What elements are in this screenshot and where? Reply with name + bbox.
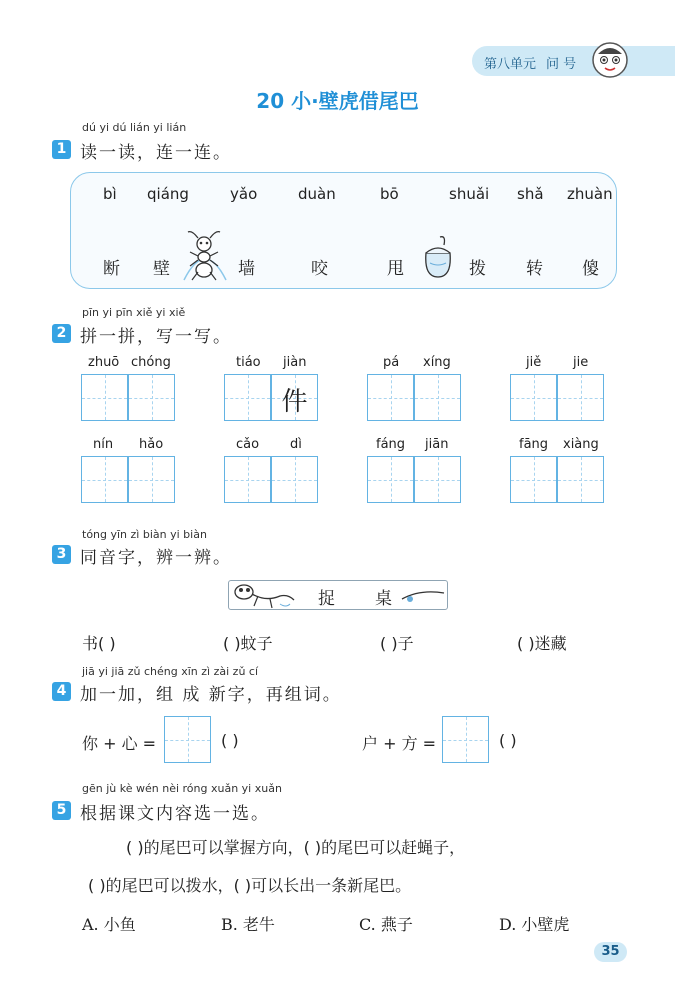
section4-pinyin: jiā yi jiā zǔ chéng xīn zì zài zǔ cí: [82, 665, 259, 678]
grid1-cell-2[interactable]: [128, 374, 175, 421]
grid8-cell-1[interactable]: [510, 456, 557, 503]
equation1-answer-cell[interactable]: [164, 716, 211, 763]
grid1-pinyin-2: chóng: [131, 355, 171, 370]
pinyin-word-6[interactable]: shuǎi: [449, 185, 490, 203]
section2-title: 拼一拼，写一写。: [80, 327, 232, 347]
section2-pinyin: pīn yi pīn xiě yi xiě: [82, 306, 186, 319]
pinyin-word-1[interactable]: bì: [103, 185, 117, 203]
grid2-cell-1[interactable]: [224, 374, 271, 421]
grid4-cell-1[interactable]: [510, 374, 557, 421]
ant-illustration-icon: [178, 228, 232, 284]
equation-2: 户 + 方 =: [362, 734, 437, 753]
homophone-item-2[interactable]: ( )蚊子: [223, 634, 273, 653]
pinyin-word-7[interactable]: shǎ: [517, 185, 544, 203]
hanzi-char-6[interactable]: 拨: [469, 259, 486, 279]
section3-number: 3: [52, 545, 71, 564]
pinyin-word-4[interactable]: duàn: [298, 185, 336, 203]
hanzi-char-2[interactable]: 壁: [153, 259, 170, 279]
grid2-cell-2[interactable]: 件: [271, 374, 318, 421]
hanzi-char-3[interactable]: 墙: [238, 259, 255, 279]
grid6-cell-1[interactable]: [224, 456, 271, 503]
gecko-icon: [230, 578, 300, 612]
unit-label: 第八单元: [484, 57, 537, 72]
equation2-word-paren[interactable]: ( ): [499, 731, 517, 750]
option-c: C. 燕子: [359, 915, 413, 934]
fill-sentence-2[interactable]: ( )的尾巴可以拨水，( )可以长出一条新尾巴。: [88, 876, 412, 895]
section4-title: 加一加，组 成 新字，再组词。: [80, 685, 342, 705]
equation-1: 你 + 心 =: [82, 734, 157, 753]
section3-pinyin: tóng yīn zì biàn yi biàn: [82, 528, 207, 541]
hanzi-char-7[interactable]: 转: [526, 259, 543, 279]
tail-icon: [400, 585, 446, 605]
section4-number: 4: [52, 682, 71, 701]
word-zhuo-table: 桌: [375, 589, 392, 609]
fill-sentence-1[interactable]: ( )的尾巴可以掌握方向，( )的尾巴可以赶蝇子，: [126, 838, 466, 857]
equation1-word-paren[interactable]: ( ): [221, 731, 239, 750]
grid1-pinyin-1: zhuō: [88, 355, 120, 370]
equation2-answer-cell[interactable]: [442, 716, 489, 763]
section5-title: 根据课文内容选一选。: [80, 804, 270, 824]
option-b: B. 老牛: [221, 915, 275, 934]
section5-pinyin: gēn jù kè wén nèi róng xuǎn yi xuǎn: [82, 782, 282, 795]
grid4-pinyin-2: jie: [573, 355, 589, 370]
grid4-pinyin-1: jiě: [526, 355, 542, 370]
word-zhuo-catch: 捉: [318, 589, 335, 609]
hanzi-char-5[interactable]: 甩: [387, 259, 404, 279]
pinyin-word-5[interactable]: bō: [380, 185, 399, 203]
lesson-title: 20 小·壁虎借尾巴: [256, 89, 419, 113]
option-d: D. 小壁虎: [499, 915, 570, 934]
section1-pinyin: dú yi dú lián yi lián: [82, 121, 187, 134]
section3-title: 同音字，辨一辨。: [80, 548, 232, 568]
grid7-pinyin-2: jiān: [425, 437, 449, 452]
bag-illustration-icon: [416, 233, 460, 281]
section1-title: 读一读，连一连。: [80, 143, 232, 163]
hanzi-char-1[interactable]: 断: [103, 259, 120, 279]
grid2-pinyin-2: jiàn: [283, 355, 307, 370]
lesson-short-label: 问 号: [546, 57, 577, 72]
grid8-cell-2[interactable]: [557, 456, 604, 503]
grid1-cell-1[interactable]: [81, 374, 128, 421]
section5-number: 5: [52, 801, 71, 820]
page-number: 35: [594, 942, 627, 962]
grid2-pinyin-1: tiáo: [236, 355, 261, 370]
grid7-pinyin-1: fáng: [376, 437, 406, 452]
homophone-item-4[interactable]: ( )迷藏: [517, 634, 567, 653]
section1-number: 1: [52, 140, 71, 159]
grid5-cell-2[interactable]: [128, 456, 175, 503]
pinyin-word-2[interactable]: qiáng: [147, 185, 189, 203]
grid5-pinyin-1: nín: [93, 437, 114, 452]
grid3-pinyin-1: pá: [383, 355, 400, 370]
grid4-cell-2[interactable]: [557, 374, 604, 421]
grid3-cell-2[interactable]: [414, 374, 461, 421]
grid7-cell-1[interactable]: [367, 456, 414, 503]
homophone-item-3[interactable]: ( )子: [380, 634, 414, 653]
grid5-pinyin-2: hǎo: [139, 437, 164, 452]
grid5-cell-1[interactable]: [81, 456, 128, 503]
pinyin-word-3[interactable]: yǎo: [230, 185, 258, 203]
mascot-icon: [590, 40, 630, 80]
grid8-pinyin-1: fāng: [519, 437, 549, 452]
grid3-cell-1[interactable]: [367, 374, 414, 421]
unit-tab: [472, 46, 675, 76]
grid6-pinyin-2: dì: [290, 437, 302, 452]
grid7-cell-2[interactable]: [414, 456, 461, 503]
hanzi-char-8[interactable]: 傻: [582, 259, 599, 279]
grid6-pinyin-1: cǎo: [236, 437, 260, 452]
hanzi-char-4[interactable]: 咬: [311, 259, 328, 279]
homophone-item-1[interactable]: 书( ): [82, 634, 116, 653]
grid3-pinyin-2: xíng: [423, 355, 451, 370]
grid6-cell-2[interactable]: [271, 456, 318, 503]
section2-number: 2: [52, 324, 71, 343]
pinyin-word-8[interactable]: zhuàn: [567, 185, 613, 203]
option-a: A. 小鱼: [82, 915, 136, 934]
grid8-pinyin-2: xiàng: [563, 437, 599, 452]
